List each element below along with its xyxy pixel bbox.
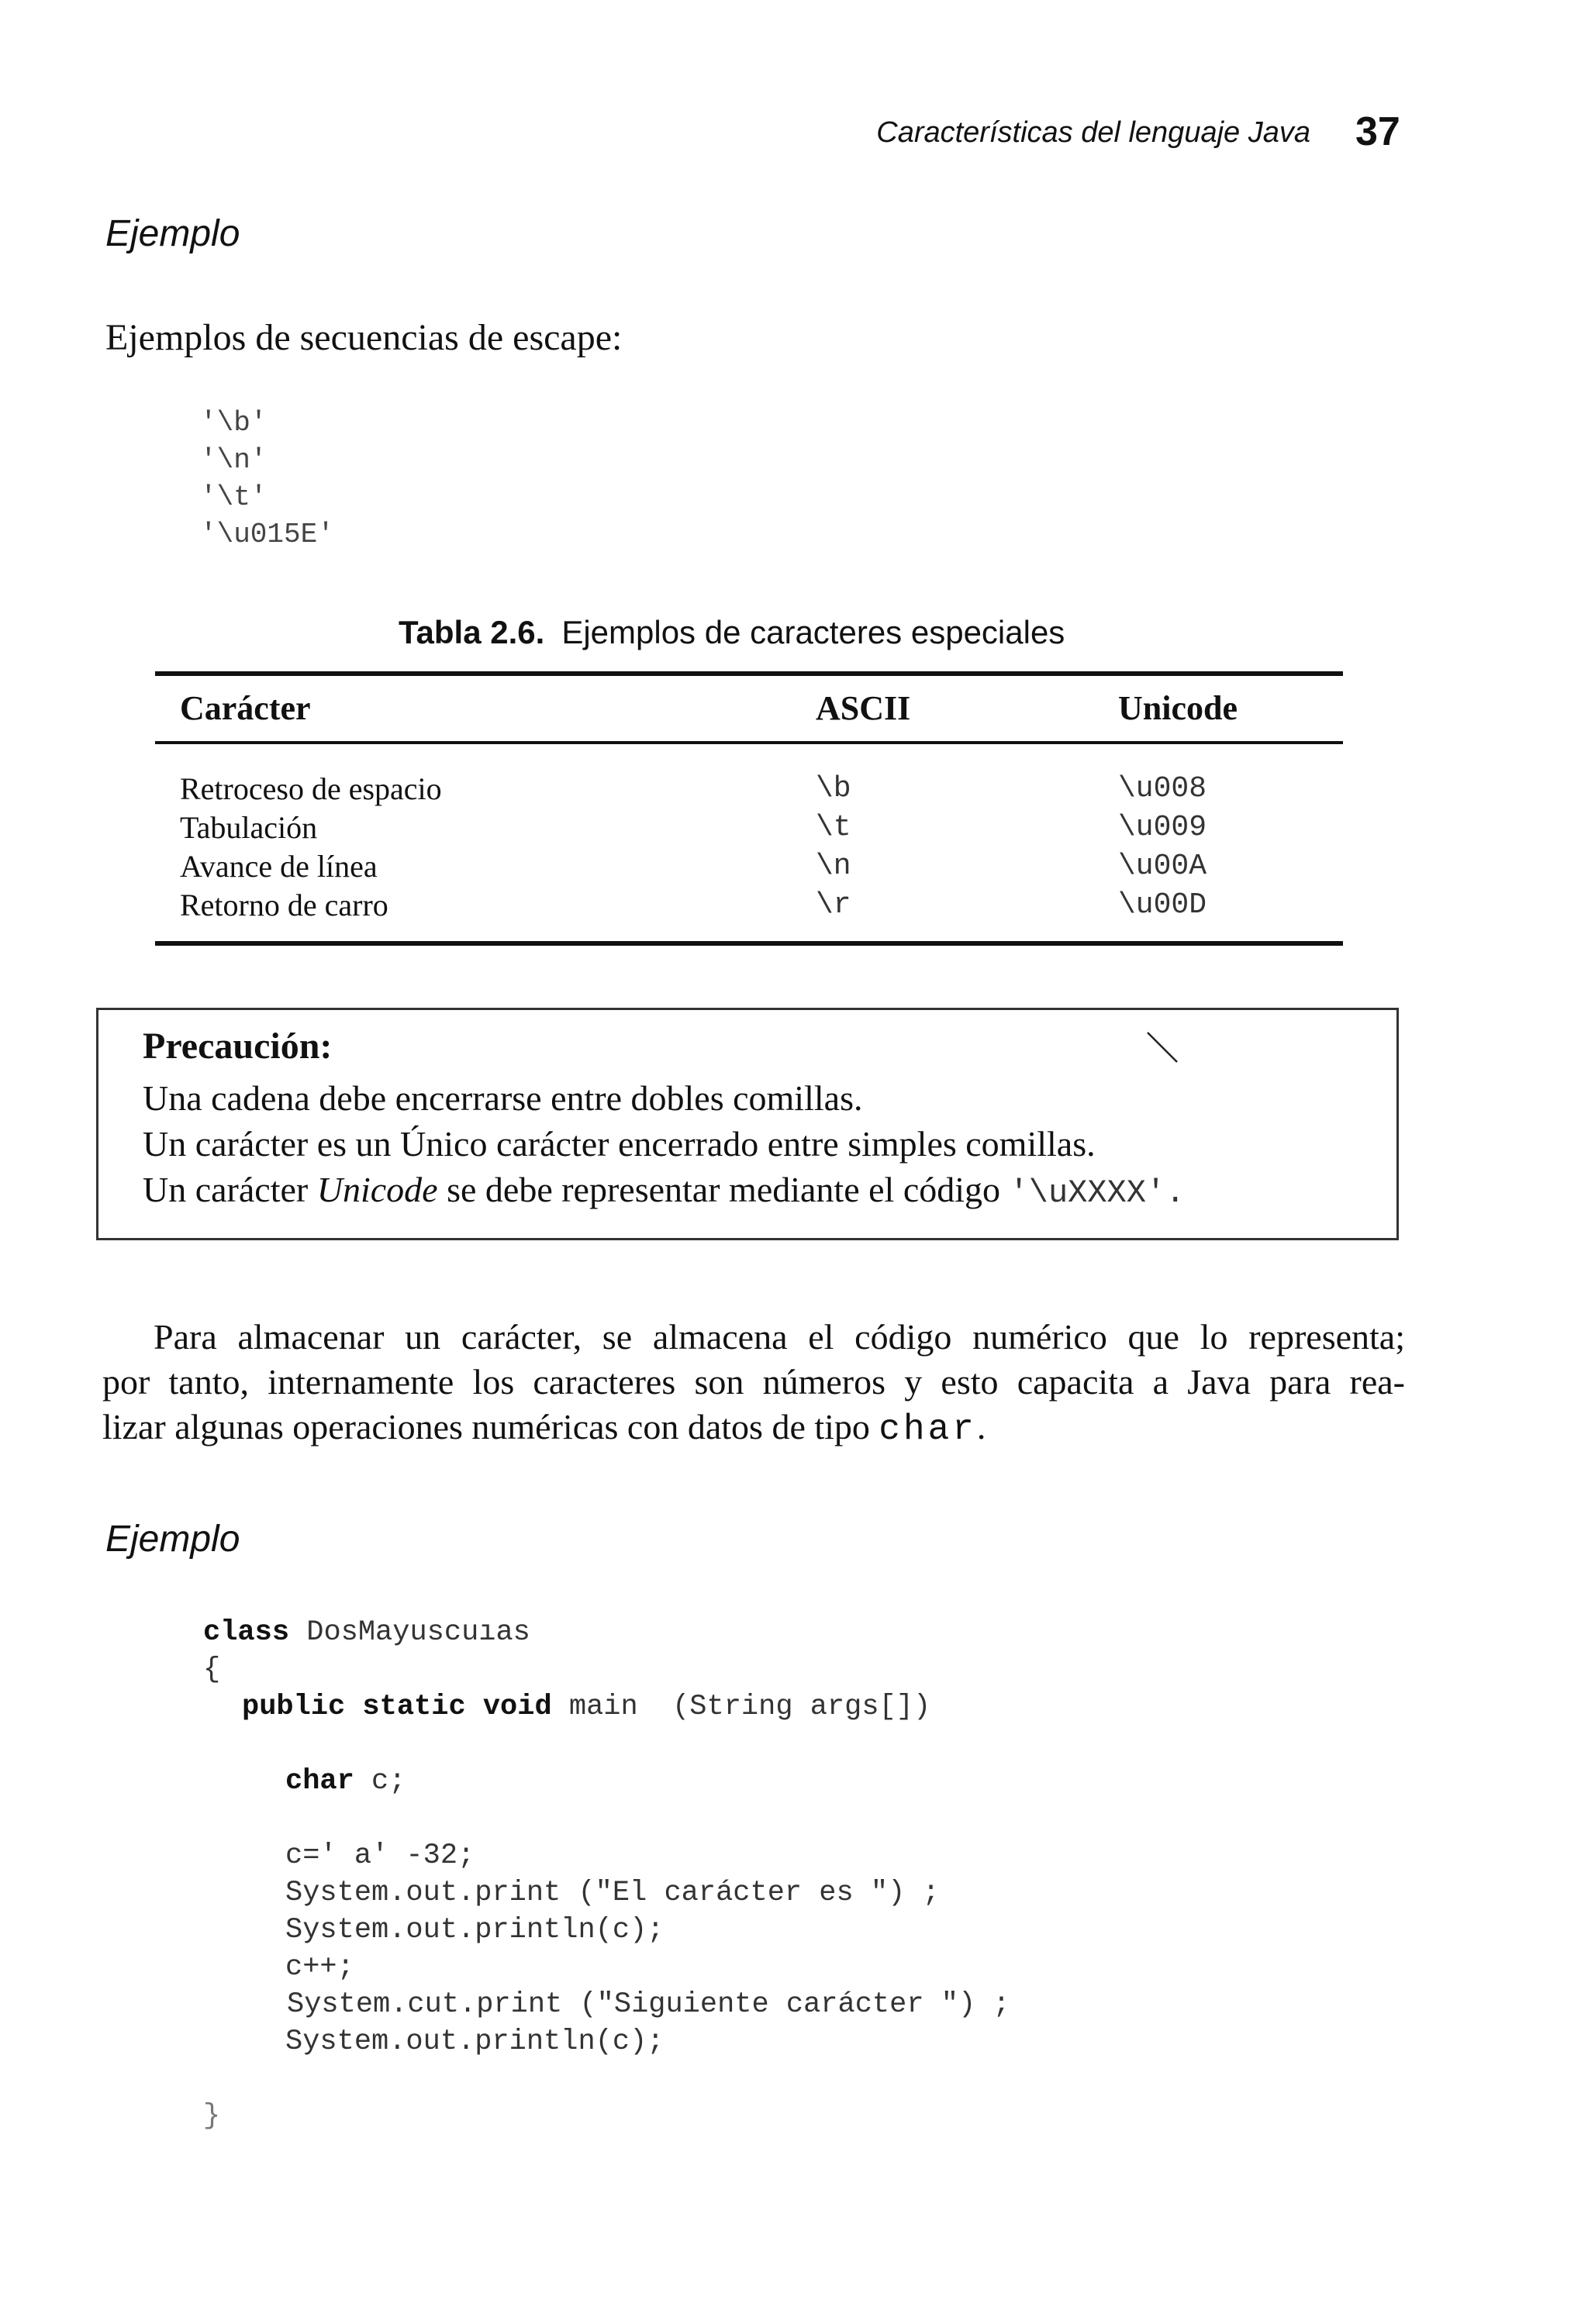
table-top-rule (155, 671, 1343, 676)
table-cell: \u00D (1118, 888, 1207, 922)
table-caption (399, 614, 1065, 651)
char-keyword: char (879, 1409, 977, 1450)
table-cell: Retroceso de espacio (180, 771, 442, 806)
table-cell: Tabulación (180, 810, 318, 845)
code-blank-line (203, 1726, 1010, 1763)
table-header-ascii: ASCII (816, 689, 911, 727)
paragraph-line: lizar algunas operaciones numéricas con datos de tipo char. (102, 1407, 986, 1450)
paragraph-line: Para almacenar un carácter, se almacena el código numérico que lo representa; (154, 1317, 1405, 1357)
section-title-ejemplo-2: Ejemplo (105, 1519, 240, 1560)
stray-backslash-mark (1146, 1031, 1179, 1064)
section-title-ejemplo-1: Ejemplo (105, 213, 240, 254)
table-bottom-rule (155, 941, 1343, 946)
caution-line-3: Un carácter Unicode se debe representar mediante el código '\uXXXX'. (143, 1170, 1186, 1212)
code-line: c=' a' -32; (285, 1840, 475, 1872)
table-header-rule (155, 741, 1343, 744)
escape-item: '\n' (200, 444, 268, 476)
table-cell: \b (816, 772, 851, 805)
code-line: char c; (285, 1765, 406, 1798)
unicode-code-format: '\uXXXX'. (1009, 1174, 1186, 1212)
table-cell: Retorno de carro (180, 888, 388, 922)
code-line: } (203, 2100, 221, 2133)
body-paragraph (102, 1315, 1405, 1452)
table-cell: \n (816, 850, 851, 883)
code-listing (203, 1614, 1010, 2135)
table-cell: \t (816, 811, 851, 844)
table-caption-text: Ejemplos de caracteres especiales (561, 614, 1065, 650)
table-cell: \u009 (1118, 811, 1207, 844)
code-line: public static void main (String args[]) (242, 1691, 931, 1723)
escape-item: '\u015E' (200, 519, 334, 550)
code-blank-line (203, 1800, 1010, 1837)
code-line: c++; (285, 1951, 354, 1984)
table-caption-label: Tabla 2.6. (399, 614, 545, 650)
code-line: System.out.print ("El carácter es ") ; (285, 1877, 940, 1909)
caution-title: Precaución: (143, 1026, 333, 1067)
escape-item: '\t' (200, 481, 268, 513)
table-cell: \u008 (1118, 772, 1207, 805)
code-line: { (203, 1653, 221, 1686)
escape-sequence-list (200, 405, 334, 553)
page-number: 37 (1355, 109, 1400, 154)
escape-intro-text: Ejemplos de secuencias de escape: (105, 317, 623, 358)
code-blank-line (203, 2060, 1010, 2098)
code-line: class DosMayuscuıas (203, 1616, 530, 1649)
table-cell: \u00A (1118, 850, 1207, 883)
caution-line-2: Un carácter es un Único carácter encerrado entre simples comillas. (143, 1124, 1096, 1164)
code-line: System.out.println(c); (285, 1914, 665, 1946)
table-cell: Avance de línea (180, 849, 378, 884)
table-header-unicode: Unicode (1118, 689, 1238, 727)
paragraph-line: por tanto, internamente los caracteres son números y esto capacita a Java para rea- (102, 1362, 1405, 1402)
escape-item: '\b' (200, 407, 268, 439)
table-cell: \r (816, 888, 851, 922)
code-line: System.cut.print ("Siguiente carácter ") ; (287, 1988, 1010, 2021)
code-line: System.out.println(c); (285, 2026, 665, 2058)
table-header-caracter: Carácter (180, 689, 311, 727)
unicode-term: Unicode (316, 1170, 438, 1209)
caution-line-1: Una cadena debe encerrarse entre dobles comillas. (143, 1078, 863, 1118)
running-header-title: Características del lenguaje Java (876, 116, 1310, 149)
